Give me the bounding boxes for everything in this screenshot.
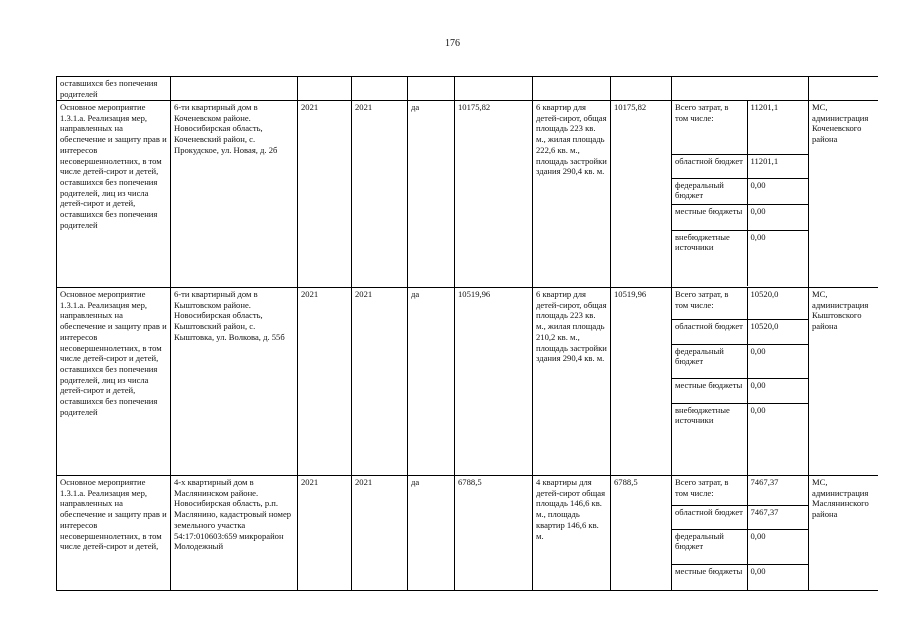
funding-cell xyxy=(672,101,809,288)
start-year-cell: 2021 xyxy=(298,476,352,592)
continuation-text: оставшихся без попечения родителей xyxy=(57,77,171,101)
funding-row xyxy=(672,178,808,204)
cost-cell: 6788,5 xyxy=(455,476,533,592)
table-row xyxy=(57,288,879,476)
funding-row xyxy=(672,288,808,319)
funding-cell xyxy=(672,476,809,592)
page-number: 176 xyxy=(445,38,460,49)
executor-cell: МС, администрация Маслянинского района xyxy=(809,476,879,592)
flag-cell: да xyxy=(408,476,455,592)
event-cell: Основное мероприятие 1.3.1.а. Реализация мер, направленных на обеспечение и защиту прав и интересов несовершеннолетних, в том числе детей-сирот и детей, оставшихся без попечения родителей, лиц из числа детей-сирот и детей, оставшихся без попечения родителей xyxy=(57,288,171,476)
funding-source: федеральный бюджет xyxy=(672,529,747,564)
capacity-cell: 6 квартир для детей-сирот, общая площадь 223 кв. м., жилая площадь 210,2 кв. м., площадь застройки здания 290,4 кв. м. xyxy=(533,288,611,476)
program-table xyxy=(56,76,878,591)
continuation-row xyxy=(57,77,879,101)
funding-source: Всего затрат, в том числе: xyxy=(672,101,747,154)
capacity-cell: 4 квартиры для детей-сирот общая площадь 146,6 кв. м., площадь квартир 146,6 кв. м. xyxy=(533,476,611,592)
cost2-cell: 10175,82 xyxy=(611,101,672,288)
table-row xyxy=(57,101,879,288)
event-cell: Основное мероприятие 1.3.1.а. Реализация мер, направленных на обеспечение и защиту прав и интересов несовершеннолетних, в том числе детей-сирот и детей, xyxy=(57,476,171,592)
funding-row xyxy=(672,529,808,564)
funding-row xyxy=(672,204,808,230)
flag-cell: да xyxy=(408,288,455,476)
funding-value: 10520,0 xyxy=(747,319,808,344)
cost2-cell: 10519,96 xyxy=(611,288,672,476)
funding-source: федеральный бюджет xyxy=(672,344,747,378)
funding-row xyxy=(672,505,808,529)
start-year-cell: 2021 xyxy=(298,288,352,476)
funding-row xyxy=(672,101,808,154)
funding-row xyxy=(672,154,808,178)
funding-value: 10520,0 xyxy=(750,289,779,299)
funding-row xyxy=(672,378,808,403)
funding-row xyxy=(672,476,808,505)
end-year-cell: 2021 xyxy=(352,101,408,288)
object-cell: 4-х квартирный дом в Маслянинском районе. Новосибирская область, р.п. Маслянино, кадастровый номер земельного участка 54:17:010603:659 микрорайон Молодежный xyxy=(171,476,298,592)
funding-source: местные бюджеты xyxy=(672,564,747,591)
funding-value: 0,00 xyxy=(747,403,808,475)
executor-cell: МС, администрация Кыштовского района xyxy=(809,288,879,476)
object-cell: 6-ти квартирный дом в Коченевском районе. Новосибирская область, Коченевский район, с. Прокудское, ул. Новая, д. 2б xyxy=(171,101,298,288)
funding-source: внебюджетные источники xyxy=(672,403,747,475)
funding-source: областной бюджет xyxy=(672,319,747,344)
object-cell: 6-ти квартирный дом в Кыштовском районе. Новосибирская область, Кыштовский район, с. Кыштовка, ул. Волкова, д. 55б xyxy=(171,288,298,476)
funding-value: 0,00 xyxy=(747,204,808,230)
funding-value: 7467,37 xyxy=(747,505,808,529)
funding-value: 0,00 xyxy=(747,344,808,378)
funding-source: местные бюджеты xyxy=(672,378,747,403)
funding-source: Всего затрат, в том числе: xyxy=(672,476,747,505)
funding-value: 11201,1 xyxy=(747,154,808,178)
funding-row xyxy=(672,319,808,344)
funding-value: 0,00 xyxy=(747,529,808,564)
funding-value: 0,00 xyxy=(747,564,808,591)
cost-cell: 10519,96 xyxy=(455,288,533,476)
funding-value: 0,00 xyxy=(747,178,808,204)
cost2-cell: 6788,5 xyxy=(611,476,672,592)
funding-table xyxy=(672,288,808,475)
funding-row xyxy=(672,403,808,475)
funding-value: 11201,1 xyxy=(750,102,779,112)
funding-value: 7467,37 xyxy=(750,477,779,487)
funding-cell xyxy=(672,288,809,476)
funding-value: 0,00 xyxy=(747,378,808,403)
flag-cell: да xyxy=(408,101,455,288)
table-row xyxy=(57,476,879,592)
funding-source: местные бюджеты xyxy=(672,204,747,230)
funding-row xyxy=(672,344,808,378)
cost-cell: 10175,82 xyxy=(455,101,533,288)
document-page xyxy=(56,76,878,591)
funding-source: областной бюджет xyxy=(672,154,747,178)
funding-row xyxy=(672,230,808,286)
funding-table xyxy=(672,476,808,591)
event-cell: Основное мероприятие 1.3.1.а. Реализация мер, направленных на обеспечение и защиту прав и интересов несовершеннолетних, в том числе детей-сирот и детей, оставшихся без попечения родителей, лиц из числа детей-сирот и детей, оставшихся без попечения родителей xyxy=(57,101,171,288)
capacity-cell: 6 квартир для детей-сирот, общая площадь 223 кв. м., жилая площадь 222,6 кв. м., площадь застройки здания 290,4 кв. м. xyxy=(533,101,611,288)
executor-cell: МС, администрация Коченевского района xyxy=(809,101,879,288)
funding-source: внебюджетные источники xyxy=(672,230,747,286)
funding-source: областной бюджет xyxy=(672,505,747,529)
funding-row xyxy=(672,564,808,591)
end-year-cell: 2021 xyxy=(352,288,408,476)
funding-source: федеральный бюджет xyxy=(672,178,747,204)
funding-table xyxy=(672,101,808,286)
end-year-cell: 2021 xyxy=(352,476,408,592)
start-year-cell: 2021 xyxy=(298,101,352,288)
funding-source: Всего затрат, в том числе: xyxy=(672,288,747,319)
funding-value: 0,00 xyxy=(747,230,808,286)
